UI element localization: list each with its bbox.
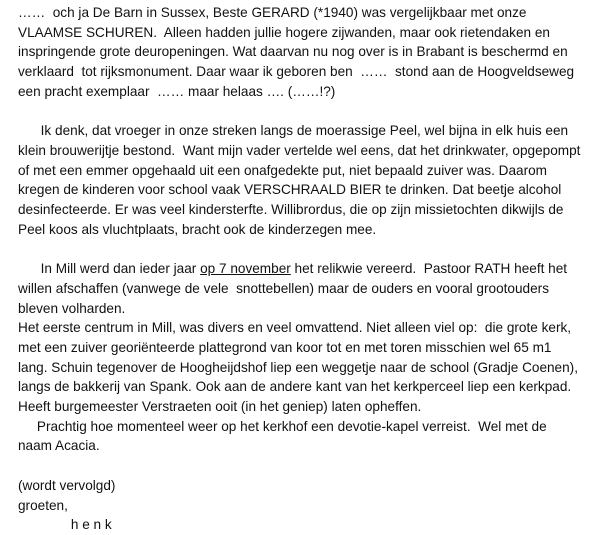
paragraph-gap — [18, 102, 594, 122]
text-line: willen afschaffen (vanwege de vele snottebellen) maar de ouders en vooral grootouders — [18, 280, 549, 296]
text-line: verklaard tot rijksmonument. Daar waar ik geboren ben …… stond aan de Hoogveldseweg — [18, 64, 575, 80]
text-line: een pracht exemplaar …… maar helaas …. (……!?) — [18, 83, 336, 99]
signature: h e n k — [18, 517, 112, 533]
text-line: desinfecteerde. Er was veel kindersterfte. Willibrordus, die op zijn missietochten dikwijls de — [18, 202, 564, 218]
greeting: groeten, — [18, 497, 68, 513]
text-line: langs de bakkerij van Spank. Ook aan de andere kant van het kerkperceel liep een kerkpad. — [18, 379, 572, 395]
text-line: Heeft burgemeester Verstraeten ooit (in het geniep) laten opheffen. — [18, 399, 422, 415]
text-line: lang. Schuin tegenover de Hoogheijdshof liep een weggetje naar de school (Gradje Coenen), — [18, 359, 578, 375]
text-line: Peel koos als vluchtplaats, bracht ook de kinderzegen mee. — [18, 221, 377, 237]
text-line: naam Acacia. — [18, 438, 100, 454]
paragraph-barn — [18, 3, 594, 102]
text-line: met een zuiver georiënteerde plattegrond van koor tot en met toren misschien wel 65 m1 — [18, 339, 552, 355]
paragraph-centre — [18, 318, 594, 456]
paragraph-relic — [18, 259, 594, 318]
text-fragment: het relikwie vereerd. Pastoor RATH heeft het — [290, 261, 568, 277]
text-fragment: In Mill werd dan ieder jaar — [18, 261, 201, 277]
text-line: Prachtig hoe momenteel weer op het kerkhof een devotie-kapel verreist. Wel met de — [18, 418, 547, 434]
text-line: Het eerste centrum in Mill, was divers en veel omvattend. Niet alleen viel op: die grote kerk, — [18, 320, 572, 336]
text-line — [18, 259, 594, 279]
text-line: kregen de kinderen voor school vaak VERSCHRAALD BIER te drinken. Dat beetje alcohol — [18, 182, 562, 198]
text-line: inspringende grote deuropeningen. Wat daarvan nu nog over is in Brabant is beschermd en — [18, 44, 568, 60]
text-line: klein brouwerijtje bestond. Want mijn vader vertelde wel eens, dat het drinkwater, opgepompt — [18, 142, 581, 158]
text-line: bleven volharden. — [18, 300, 126, 316]
text-line: Ik denk, dat vroeger in onze streken langs de moerassige Peel, wel bijna in elk huis een — [18, 123, 569, 139]
text-line: VLAAMSE SCHUREN. Alleen hadden jullie hogere zijwanden, maar ook rietendaken en — [18, 24, 550, 40]
paragraph-brewery — [18, 121, 594, 239]
paragraph-gap — [18, 239, 594, 259]
to-be-continued: (wordt vervolgd) — [18, 477, 116, 493]
text-line: of met een emmer opgehaald uit een onafgedekte put, niet bepaald zuiver was. Daarom — [18, 162, 547, 178]
paragraph-gap — [18, 456, 594, 476]
text-line: …… och ja De Barn in Sussex, Beste GERARD (*1940) was vergelijkbaar met onze — [18, 5, 527, 20]
underlined-date: op 7 november — [200, 261, 291, 277]
